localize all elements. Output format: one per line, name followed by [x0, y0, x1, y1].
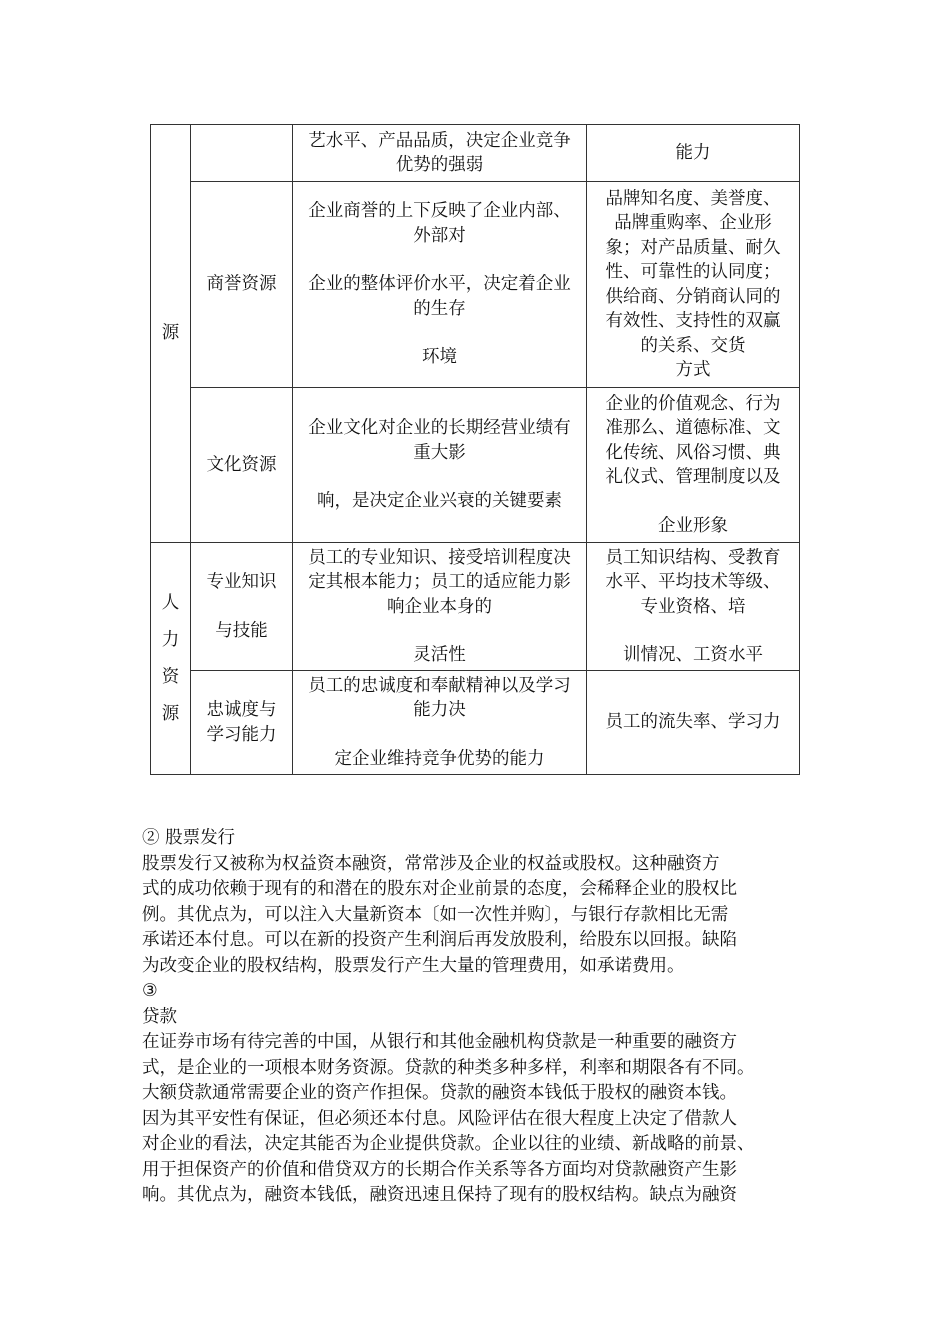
row5-desc-line: 员工的忠诚度和奉献精神以及学习: [308, 675, 571, 696]
row4-name: 专业知识: [206, 572, 277, 592]
row2-indicator-line: 供给商、分销商认同的: [605, 286, 781, 307]
row3-indicator-line: 准那么、道德标准、文: [605, 418, 781, 439]
row5-name-cell: [191, 671, 292, 774]
paragraph-line: 因为其平安性有保证，但必须还本付息。风险评估在很大程度上决定了借款人: [142, 1108, 737, 1129]
row2-indicator-line: 性、可靠性的认同度；: [605, 262, 781, 282]
row2-indicator-line: 象；对产品质量、耐久: [605, 237, 781, 258]
row4-indicator-line: 训情况、工资水平: [623, 645, 763, 665]
category-cell-top: [151, 125, 190, 542]
row4-desc-line: 定其根本能力；员工的适应能力影: [308, 572, 571, 592]
row5-desc-cell: [293, 671, 586, 774]
row4-name: 与技能: [215, 620, 268, 641]
category-label: 源: [161, 323, 180, 344]
category-cell-human: [151, 543, 190, 774]
row2-indicator-line: 品牌知名度、美誉度、: [605, 188, 781, 209]
row1-name-cell: [191, 125, 292, 181]
paragraph-line: 股票发行又被称为权益资本融资，常常涉及企业的权益或股权。这种融资方: [142, 853, 720, 874]
paragraph-line: 式的成功依赖于现有的和潜在的股东对企业前景的态度，会稀释企业的股权比: [142, 879, 737, 899]
paragraph-line: 承诺还本付息。可以在新的投资产生利润后再发放股利，给股东以回报。缺陷: [142, 930, 737, 950]
row1-desc-line: 艺水平、产品品质，决定企业竞争: [308, 130, 571, 151]
row2-desc-line: 环境: [422, 347, 457, 368]
row4-indicator-line: 专业资格、培: [640, 596, 746, 617]
row3-desc-line: 重大影: [413, 442, 466, 463]
paragraph-line: 为改变企业的股权结构，股票发行产生大量的管理费用，如承诺费用。: [142, 955, 685, 976]
row2-name-cell: [191, 182, 292, 387]
section-stock-issuance: [142, 826, 822, 1209]
row5-indicator-cell: [587, 671, 799, 774]
row5-desc-line: 定企业维持竞争优势的能力: [334, 748, 545, 769]
table-border-right: [799, 124, 800, 775]
row3-name: 文化资源: [206, 454, 277, 475]
paragraph-line: 式，是企业的一项根本财务资源。贷款的种类多种多样，利率和期限各有不同。: [142, 1057, 755, 1078]
row2-desc-line: 企业的整体评价水平，决定着企业: [308, 274, 571, 295]
row5-indicator-line: 员工的流失率、学习力: [605, 712, 781, 733]
row3-desc-cell: [293, 388, 586, 542]
row4-desc-line: 员工的专业知识、接受培训程度决: [308, 547, 571, 568]
paragraph-line: 响。其优点为，融资本钱低，融资迅速且保持了现有的股权结构。缺点为融资: [142, 1185, 737, 1205]
row3-name-cell: [191, 388, 292, 542]
row2-desc-line: 的生存: [413, 298, 466, 319]
row3-desc-line: 响，是决定企业兴衰的关键要素: [317, 491, 562, 512]
row4-desc-line: 灵活性: [413, 645, 466, 665]
row2-desc-line: 外部对: [413, 225, 466, 246]
row3-indicator-line: 企业形象: [658, 515, 728, 536]
row1-indicator-cell: [587, 125, 799, 181]
section-number: ③: [142, 981, 158, 1001]
row2-indicator-line: 方式: [675, 360, 711, 380]
row1-desc-cell: [293, 125, 586, 181]
row5-name: 学习能力: [206, 724, 277, 745]
row2-desc-line: 企业商誉的上下反映了企业内部、: [308, 201, 571, 222]
row3-indicator-cell: [587, 388, 799, 542]
row4-indicator-line: 员工知识结构、受教育: [605, 547, 781, 568]
resource-table: [150, 124, 800, 775]
row2-indicator-line: 的关系、交货: [640, 335, 746, 356]
row4-desc-line: 响企业本身的: [387, 596, 492, 617]
category-char: 力: [161, 629, 180, 650]
paragraph-line: 例。其优点为，可以注入大量新资本〔如一次性并购〕，与银行存款相比无需: [142, 904, 729, 925]
row2-indicator-line: 有效性、支持性的双赢: [605, 311, 781, 331]
row1-desc-line: 优势的强弱: [395, 155, 484, 175]
category-char: 人: [161, 592, 180, 613]
row4-name-cell: [191, 543, 292, 670]
row2-indicator-cell: [587, 182, 799, 387]
paragraph-line: 对企业的看法，决定其能否为企业提供贷款。企业以往的业绩、新战略的前景、: [142, 1134, 755, 1154]
row1-indicator-line: 能力: [675, 142, 711, 163]
row4-indicator-line: 水平、平均技术等级、: [605, 572, 781, 592]
category-char: 源: [161, 703, 180, 724]
section-heading: 贷款: [142, 1006, 177, 1027]
row5-desc-line: 能力决: [413, 700, 466, 721]
paragraph-line: 用于担保资产的价值和借贷双方的长期合作关系等各方面均对贷款融资产生影: [142, 1159, 737, 1180]
table-border-bottom: [150, 774, 800, 775]
row2-indicator-line: 品牌重购率、企业形: [614, 213, 772, 233]
row2-desc-cell: [293, 182, 586, 387]
row3-indicator-line: 化传统、风俗习惯、典: [605, 442, 781, 463]
paragraph-line: 大额贷款通常需要企业的资产作担保。贷款的融资本钱低于股权的融资本钱。: [142, 1083, 737, 1103]
row3-desc-line: 企业文化对企业的长期经营业绩有: [308, 418, 571, 439]
category-char: 资: [161, 666, 180, 687]
row5-name: 忠诚度与: [206, 700, 277, 720]
section-heading: ② 股票发行: [142, 828, 236, 848]
row4-indicator-cell: [587, 543, 799, 670]
row3-indicator-line: 企业的价值观念、行为: [605, 393, 781, 414]
paragraph-line: 在证券市场有待完善的中国，从银行和其他金融机构贷款是一种重要的融资方: [142, 1032, 737, 1052]
row3-indicator-line: 礼仪式、管理制度以及: [605, 467, 781, 488]
row4-desc-cell: [293, 543, 586, 670]
row2-name: 商誉资源: [206, 274, 277, 295]
